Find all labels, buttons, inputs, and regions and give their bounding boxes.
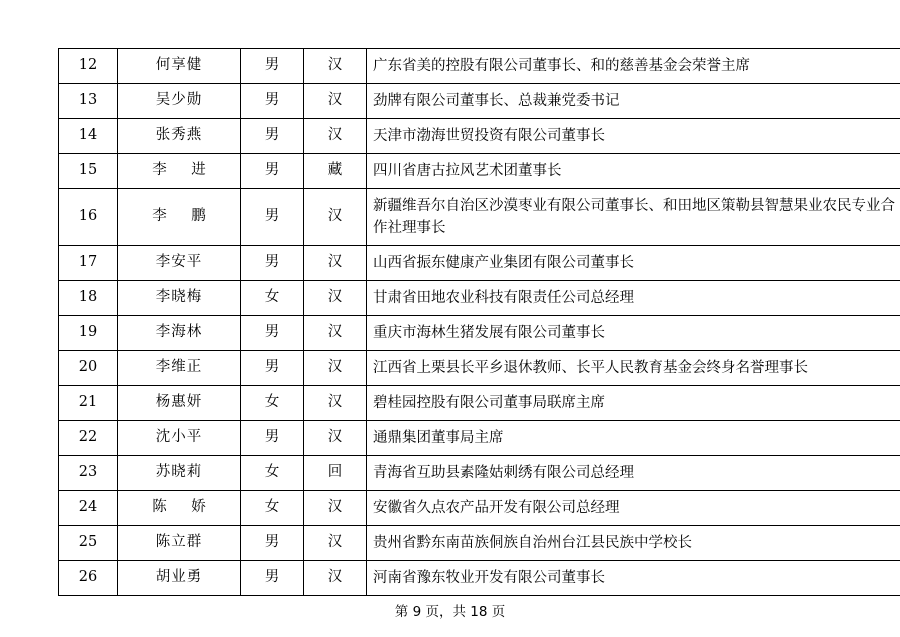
row-ethnicity: 汉 [304, 351, 367, 386]
row-description [367, 154, 900, 189]
row-name-text: 陈 娇 [152, 499, 216, 516]
row-description-text: 四川省唐古拉风艺术团董事长 [373, 162, 562, 179]
row-gender: 男 [241, 154, 304, 189]
row-description [367, 491, 900, 526]
row-index: 25 [59, 526, 118, 561]
row-description-text: 广东省美的控股有限公司董事长、和的慈善基金会荣誉主席 [373, 57, 750, 74]
row-gender: 男 [241, 189, 304, 246]
row-gender: 男 [241, 49, 304, 84]
row-description [367, 49, 900, 84]
row-name: 李维正 [118, 351, 241, 386]
row-description [367, 351, 900, 386]
row-description-text: 山西省振东健康产业集团有限公司董事长 [373, 254, 634, 271]
table-row [59, 316, 900, 351]
table-row [59, 421, 900, 456]
table-row [59, 456, 900, 491]
row-description-text: 安徽省久点农产品开发有限公司总经理 [373, 499, 620, 516]
row-description [367, 526, 900, 561]
table-row [59, 49, 900, 84]
row-index: 20 [59, 351, 118, 386]
roster-table-body [59, 49, 900, 596]
row-description-text: 甘肃省田地农业科技有限责任公司总经理 [373, 289, 634, 306]
row-index: 18 [59, 281, 118, 316]
table-row [59, 189, 900, 246]
row-index: 24 [59, 491, 118, 526]
table-row [59, 561, 900, 596]
row-ethnicity: 汉 [304, 526, 367, 561]
row-name [118, 154, 241, 189]
row-gender: 男 [241, 246, 304, 281]
row-description [367, 456, 900, 491]
row-ethnicity: 汉 [304, 49, 367, 84]
table-row [59, 351, 900, 386]
row-ethnicity: 汉 [304, 421, 367, 456]
row-index: 23 [59, 456, 118, 491]
row-description [367, 316, 900, 351]
row-ethnicity: 汉 [304, 281, 367, 316]
table-row [59, 84, 900, 119]
row-index: 21 [59, 386, 118, 421]
row-index: 12 [59, 49, 118, 84]
row-index: 26 [59, 561, 118, 596]
row-gender: 女 [241, 491, 304, 526]
table-row [59, 246, 900, 281]
row-gender: 女 [241, 456, 304, 491]
row-gender: 男 [241, 84, 304, 119]
row-ethnicity: 汉 [304, 246, 367, 281]
row-description-text: 新疆维吾尔自治区沙漠枣业有限公司董事长、和田地区策勒县智慧果业农民专业合作社理事长 [373, 197, 895, 236]
row-gender: 女 [241, 386, 304, 421]
row-description-text: 河南省豫东牧业开发有限公司董事长 [373, 569, 605, 586]
row-name: 何享健 [118, 49, 241, 84]
row-name: 杨惠妍 [118, 386, 241, 421]
row-gender: 男 [241, 561, 304, 596]
row-ethnicity: 汉 [304, 386, 367, 421]
table-row [59, 526, 900, 561]
row-gender: 男 [241, 351, 304, 386]
row-index: 17 [59, 246, 118, 281]
page-footer: 第 9 页，共 18 页 [394, 604, 506, 620]
row-description [367, 386, 900, 421]
table-row [59, 281, 900, 316]
row-description-text: 江西省上栗县长平乡退休教师、长平人民教育基金会终身名誉理事长 [373, 359, 808, 376]
row-name: 沈小平 [118, 421, 241, 456]
row-ethnicity: 汉 [304, 119, 367, 154]
row-description-text: 劲牌有限公司董事长、总裁兼党委书记 [373, 92, 620, 109]
row-ethnicity: 汉 [304, 561, 367, 596]
row-name-text: 李 进 [152, 162, 216, 179]
row-description-text: 天津市渤海世贸投资有限公司董事长 [373, 127, 605, 144]
row-index: 15 [59, 154, 118, 189]
row-name-text: 李 鹏 [152, 208, 216, 225]
row-description [367, 561, 900, 596]
roster-table [58, 48, 900, 596]
row-gender: 男 [241, 421, 304, 456]
row-description-text: 青海省互助县素隆姑刺绣有限公司总经理 [373, 464, 634, 481]
row-name: 陈立群 [118, 526, 241, 561]
row-ethnicity: 汉 [304, 491, 367, 526]
table-row [59, 386, 900, 421]
row-name: 李海林 [118, 316, 241, 351]
table-row [59, 491, 900, 526]
row-index: 19 [59, 316, 118, 351]
row-ethnicity: 汉 [304, 84, 367, 119]
row-name: 苏晓莉 [118, 456, 241, 491]
row-index: 13 [59, 84, 118, 119]
row-index: 14 [59, 119, 118, 154]
table-row [59, 119, 900, 154]
roster-table-wrapper [58, 48, 895, 596]
row-name: 胡业勇 [118, 561, 241, 596]
row-ethnicity: 汉 [304, 316, 367, 351]
row-description-text: 碧桂园控股有限公司董事局联席主席 [373, 394, 605, 411]
row-name: 张秀燕 [118, 119, 241, 154]
row-description-text: 贵州省黔东南苗族侗族自治州台江县民族中学校长 [373, 534, 692, 551]
row-description [367, 421, 900, 456]
row-description-text: 通鼎集团董事局主席 [373, 429, 504, 446]
row-name: 吴少勋 [118, 84, 241, 119]
row-description [367, 119, 900, 154]
row-gender: 男 [241, 119, 304, 154]
row-description [367, 281, 900, 316]
row-name: 李晓梅 [118, 281, 241, 316]
row-ethnicity: 汉 [304, 189, 367, 246]
row-description-text: 重庆市海林生猪发展有限公司董事长 [373, 324, 605, 341]
row-index: 22 [59, 421, 118, 456]
row-description [367, 84, 900, 119]
table-row [59, 154, 900, 189]
row-gender: 男 [241, 316, 304, 351]
row-name [118, 189, 241, 246]
row-description [367, 246, 900, 281]
row-ethnicity: 藏 [304, 154, 367, 189]
row-name [118, 491, 241, 526]
row-name: 李安平 [118, 246, 241, 281]
row-index: 16 [59, 189, 118, 246]
row-ethnicity: 回 [304, 456, 367, 491]
row-gender: 女 [241, 281, 304, 316]
row-description [367, 189, 900, 246]
row-gender: 男 [241, 526, 304, 561]
